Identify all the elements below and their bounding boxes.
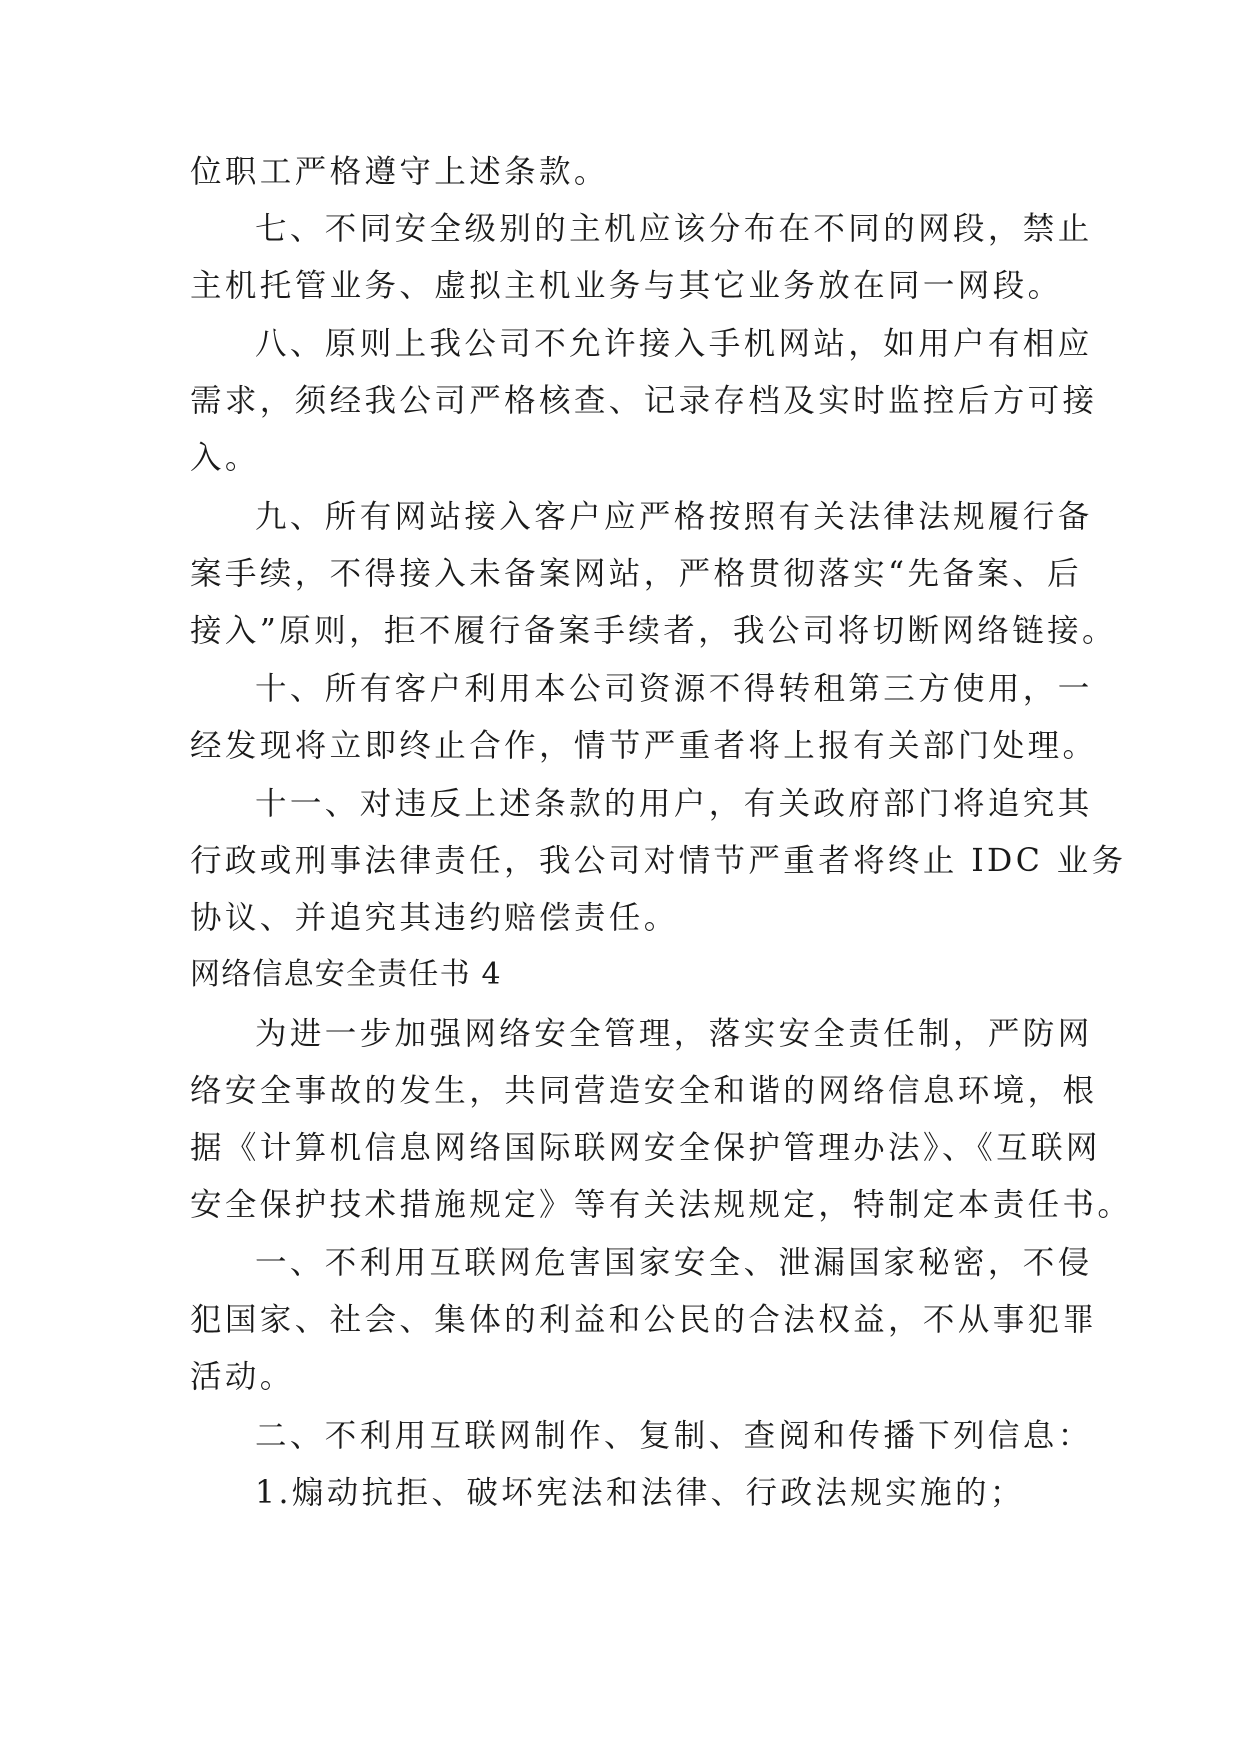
text-line: 行政或刑事法律责任，我公司对情节严重者将终止 IDC 业务 — [190, 843, 1127, 879]
text-line: 协议、并追究其违约赔偿责任。 — [190, 900, 679, 936]
text-line: 络安全事故的发生，共同营造安全和谐的网络信息环境，根 — [190, 1073, 1098, 1109]
text-line: 案手续，不得接入未备案网站，严格贯彻落实“先备案、后 — [190, 556, 1083, 592]
text-line: 位职工严格遵守上述条款。 — [190, 154, 609, 190]
text-line: 为进一步加强网络安全管理，落实安全责任制，严防网 — [255, 1016, 1093, 1052]
text-line: 一、不利用互联网危害国家安全、泄漏国家秘密，不侵 — [255, 1245, 1093, 1281]
text-line: 二、不利用互联网制作、复制、查阅和传播下列信息： — [255, 1418, 1093, 1454]
text-line: 安全保护技术措施规定》等有关法规规定，特制定本责任书。 — [190, 1187, 1133, 1223]
text-line: 入。 — [190, 440, 260, 476]
text-line: 需求，须经我公司严格核查、记录存档及实时监控后方可接 — [190, 383, 1098, 419]
text-line: 接入”原则，拒不履行备案手续者，我公司将切断网络链接。 — [190, 613, 1117, 649]
text-line: 据《计算机信息网络国际联网安全保护管理办法》、《互联网 — [190, 1130, 1101, 1166]
text-line: 九、所有网站接入客户应严格按照有关法律法规履行备 — [255, 499, 1093, 535]
text-line: 七、不同安全级别的主机应该分布在不同的网段，禁止 — [255, 211, 1093, 247]
text-line: 犯国家、社会、集体的利益和公民的合法权益，不从事犯罪 — [190, 1302, 1098, 1338]
text-line: 十一、对违反上述条款的用户，有关政府部门将追究其 — [255, 786, 1093, 822]
text-line: 主机托管业务、虚拟主机业务与其它业务放在同一网段。 — [190, 268, 1063, 304]
section-heading: 网络信息安全责任书 4 — [190, 957, 502, 992]
text-line: 1.煽动抗拒、破坏宪法和法律、行政法规实施的； — [255, 1475, 1025, 1511]
text-line: 经发现将立即终止合作，情节严重者将上报有关部门处理。 — [190, 728, 1098, 764]
text-line: 活动。 — [190, 1359, 295, 1395]
text-line: 十、所有客户利用本公司资源不得转租第三方使用，一 — [255, 671, 1093, 707]
text-line: 八、原则上我公司不允许接入手机网站，如用户有相应 — [255, 326, 1093, 362]
